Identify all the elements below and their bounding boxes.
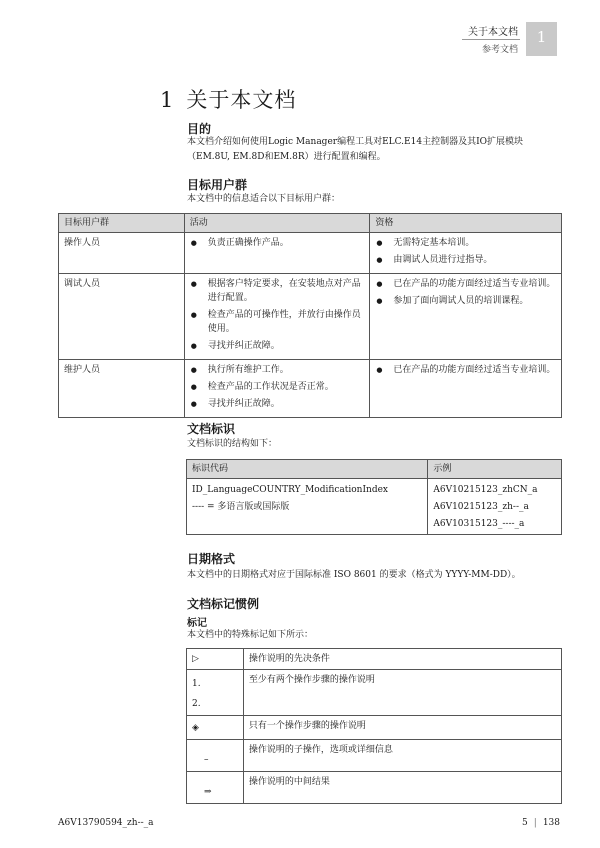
markings-subheading: 标记	[187, 618, 207, 629]
page-title-number: 1	[160, 88, 175, 112]
page-total: 138	[542, 818, 560, 828]
arrow-right-icon: ⇒	[187, 772, 244, 804]
table-cell-qualifications	[370, 360, 562, 418]
page-separator: |	[533, 818, 537, 828]
page-title	[160, 84, 296, 114]
table-cell-group: 操作人员	[59, 233, 185, 274]
list-item: ● 无需特定基本培训。	[375, 236, 556, 250]
table-cell-qualifications	[370, 274, 562, 360]
id-example: A6V10215123_zh--_a	[433, 502, 529, 512]
table-cell-group: 维护人员	[59, 360, 185, 418]
marking-desc: 只有一个操作步骤的操作说明	[243, 716, 561, 740]
step-number: 2.	[192, 699, 201, 709]
purpose-text: 本文档介绍如何使用Logic Manager编程工具对ELC.E14主控制器及其IO扩展模块（EM.8U, EM.8D和EM.8R）进行配置和编程。	[187, 137, 523, 162]
audience-intro: 本文档中的信息适合以下目标用户群：	[187, 194, 341, 204]
table-row	[59, 274, 562, 360]
table-row	[187, 740, 562, 772]
table-header-row	[187, 460, 562, 479]
audience-table	[58, 213, 562, 418]
id-example-cell	[428, 479, 562, 535]
table-row	[187, 479, 562, 535]
marking-desc: 操作说明的先决条件	[243, 649, 561, 670]
list-item: ● 由调试人员进行过指导。	[375, 253, 556, 267]
list-item: ● 寻找并纠正故障。	[190, 339, 365, 353]
table-row	[187, 649, 562, 670]
table-header-cell: 活动	[184, 214, 370, 233]
table-header-cell: 目标用户群	[59, 214, 185, 233]
numbered-steps-marker	[187, 670, 244, 716]
marking-desc: 操作说明的子操作，选项或详细信息	[243, 740, 561, 772]
list-item: ● 检查产品的可操作性，并放行由操作员使用。	[190, 308, 365, 336]
id-example: A6V10215123_zhCN_a	[433, 485, 538, 495]
table-cell-group: 调试人员	[59, 274, 185, 360]
single-step-icon: ◈	[187, 716, 244, 740]
id-example: A6V10315123_----_a	[433, 519, 525, 529]
table-row	[187, 772, 562, 804]
table-row	[187, 716, 562, 740]
table-row	[187, 670, 562, 716]
conventions-heading: 文档标记惯例	[187, 597, 260, 611]
footer-doc-number: A6V13790594_zh--_a	[58, 818, 154, 828]
list-item: ● 执行所有维护工作。	[190, 363, 365, 377]
doc-id-table	[186, 459, 562, 535]
table-cell-activities	[184, 360, 370, 418]
list-item: ● 已在产品的功能方面经过适当专业培训。	[375, 277, 556, 291]
list-item: ● 负责正确操作产品。	[190, 236, 365, 250]
table-header-cell: 标识代码	[187, 460, 428, 479]
date-format-text: 本文档中的日期格式对应于国际标准 ISO 8601 的要求（格式为 YYYY-MM-DD）。	[187, 570, 521, 580]
page-number: 5	[522, 818, 528, 828]
markings-table	[186, 648, 562, 804]
id-code-cell	[187, 479, 428, 535]
table-header-cell: 示例	[428, 460, 562, 479]
table-row	[59, 233, 562, 274]
date-format-heading: 日期格式	[187, 552, 236, 566]
table-cell-activities	[184, 233, 370, 274]
header-chapter-title: 关于本文档	[468, 27, 518, 38]
audience-heading: 目标用户群	[187, 178, 248, 192]
marking-desc: 至少有两个操作步骤的操作说明	[243, 670, 561, 716]
list-item: ● 检查产品的工作状况是否正常。	[190, 380, 365, 394]
dash-icon: –	[187, 740, 244, 772]
table-cell-qualifications	[370, 233, 562, 274]
list-item: ● 寻找并纠正故障。	[190, 397, 365, 411]
list-item: ● 已在产品的功能方面经过适当专业培训。	[375, 363, 556, 377]
chapter-number-box: 1	[526, 22, 557, 56]
id-code-note: ---- = 多语言版或国际版	[192, 502, 290, 512]
step-number: 1.	[192, 679, 201, 689]
doc-id-intro: 文档标识的结构如下：	[187, 439, 278, 449]
prerequisite-icon: ▷	[187, 649, 244, 670]
page-title-text: 关于本文档	[186, 88, 297, 112]
list-item: ● 参加了面向调试人员的培训课程。	[375, 294, 556, 308]
header-rule	[462, 39, 520, 40]
markings-intro: 本文档中的特殊标记如下所示：	[187, 630, 314, 640]
purpose-heading: 目的	[187, 122, 212, 136]
id-code-format: ID_LanguageCOUNTRY_ModificationIndex	[192, 485, 388, 495]
footer-page-info	[522, 818, 560, 828]
list-item: ● 根据客户特定要求，在安装地点对产品进行配置。	[190, 277, 365, 305]
marking-desc: 操作说明的中间结果	[243, 772, 561, 804]
doc-id-heading: 文档标识	[187, 422, 236, 436]
table-header-cell: 资格	[370, 214, 562, 233]
table-cell-activities	[184, 274, 370, 360]
table-header-row	[59, 214, 562, 233]
table-row	[59, 360, 562, 418]
header-subtitle: 参考文档	[481, 45, 518, 55]
